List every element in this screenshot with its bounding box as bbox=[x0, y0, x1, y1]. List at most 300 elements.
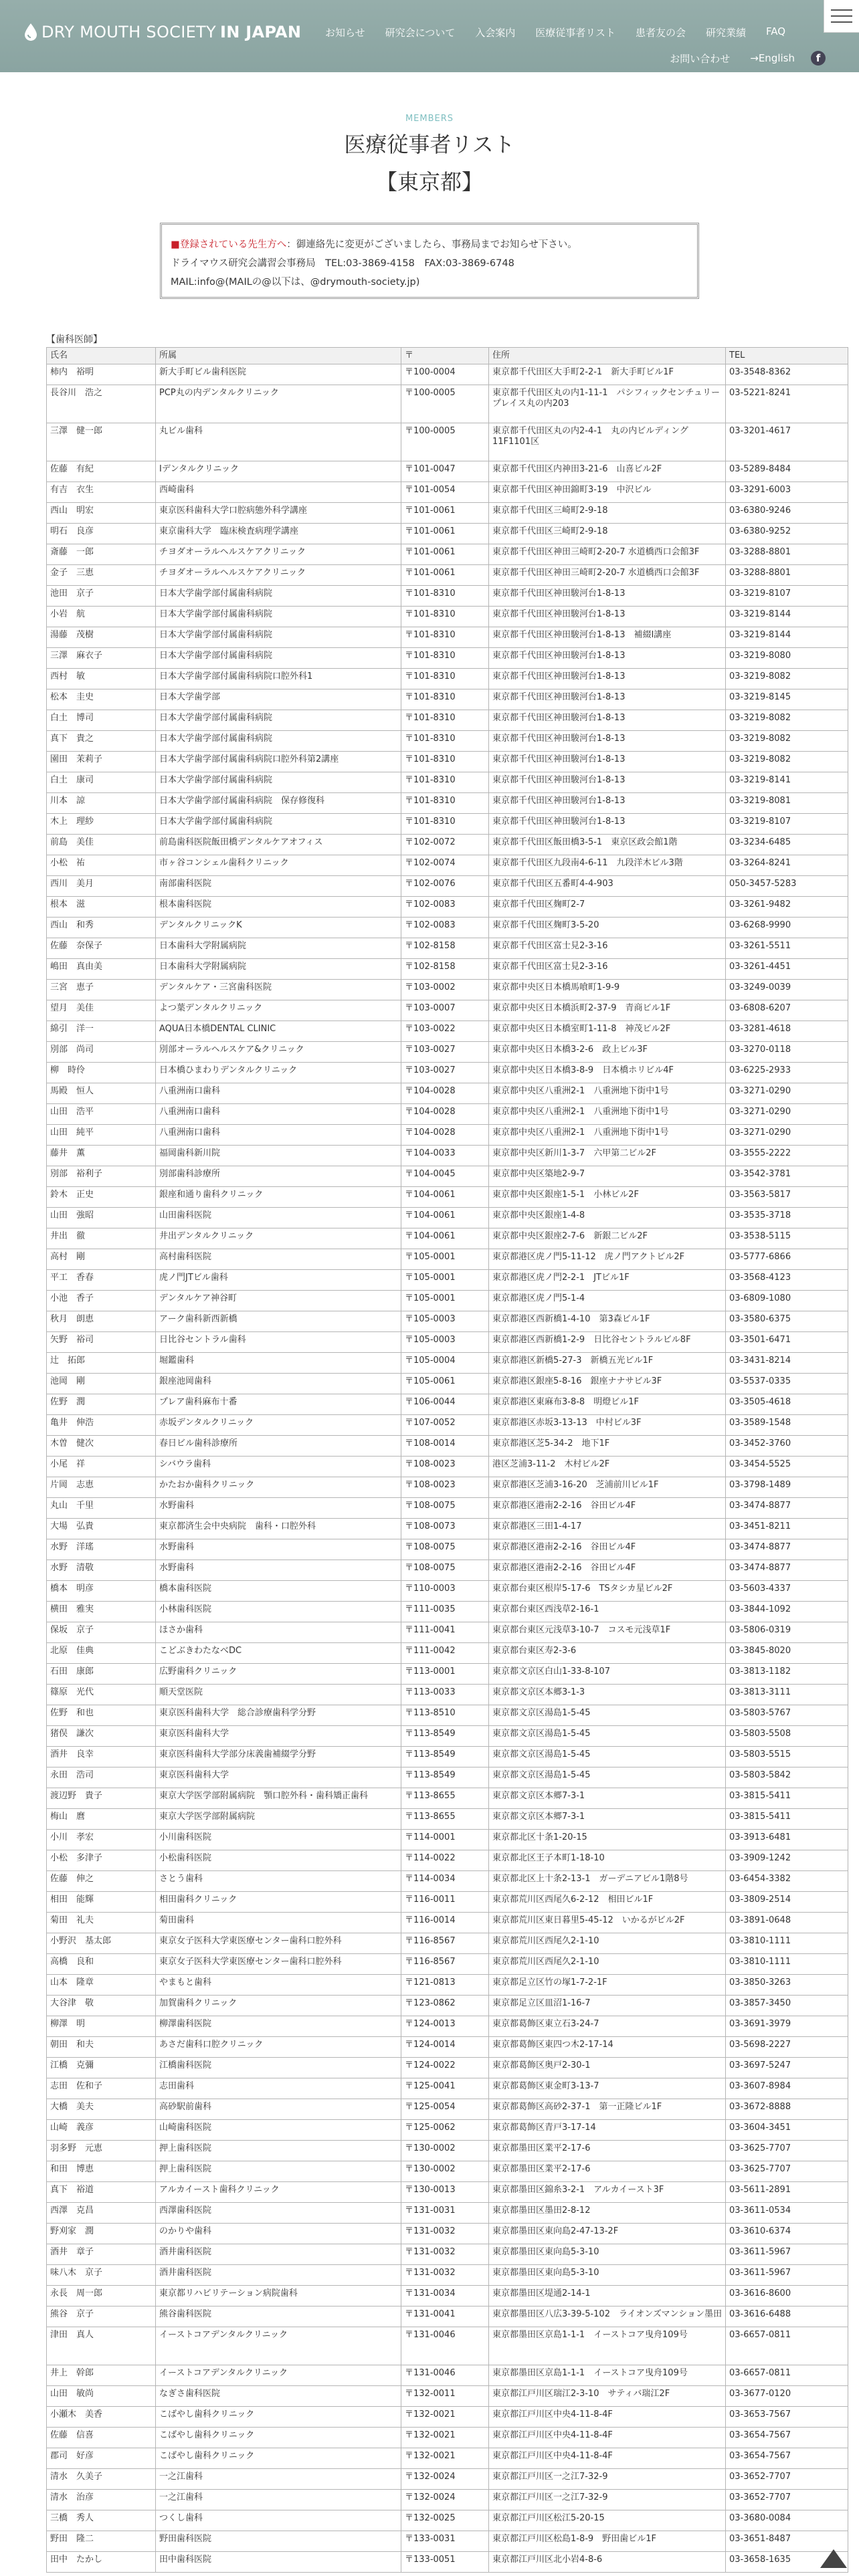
cell-tel: 03-3555-2222 bbox=[726, 1146, 848, 1166]
table-row bbox=[47, 2224, 848, 2244]
cell-zip: 〒101-0061 bbox=[401, 503, 489, 524]
cell-tel: 050-3457-5283 bbox=[726, 876, 848, 897]
table-row bbox=[47, 2327, 848, 2365]
cell-zip: 〒104-0045 bbox=[401, 1166, 489, 1187]
cell-affiliation: 一之江歯科 bbox=[156, 2490, 401, 2510]
cell-address: 東京都台東区寿2-3-6 bbox=[489, 1643, 726, 1664]
cell-zip: 〒102-8158 bbox=[401, 959, 489, 980]
cell-tel: 03-3857-3450 bbox=[726, 1996, 848, 2016]
cell-zip: 〒131-0032 bbox=[401, 2244, 489, 2265]
nav-patients-club[interactable]: 患者友の会 bbox=[635, 27, 686, 39]
cell-zip: 〒105-0001 bbox=[401, 1249, 489, 1270]
cell-address: 東京都千代田区神田駿河台1-8-13 bbox=[489, 689, 726, 710]
table-row bbox=[47, 648, 848, 669]
table-header-row bbox=[47, 348, 848, 364]
cell-zip: 〒102-0074 bbox=[401, 855, 489, 876]
cell-tel: 03-3219-8107 bbox=[726, 814, 848, 835]
cell-name: 小池 香子 bbox=[47, 1291, 156, 1311]
scroll-to-top-icon[interactable] bbox=[820, 2549, 847, 2568]
cell-tel: 03-3844-1092 bbox=[726, 1602, 848, 1622]
cell-zip: 〒111-0041 bbox=[401, 1622, 489, 1643]
cell-address: 東京都墨田区京島1-1-1 イーストコア曳舟109号 bbox=[489, 2327, 726, 2365]
cell-affiliation: 八重洲南口歯科 bbox=[156, 1104, 401, 1125]
cell-zip: 〒101-8310 bbox=[401, 648, 489, 669]
table-row bbox=[47, 2265, 848, 2286]
cell-zip: 〒105-0003 bbox=[401, 1311, 489, 1332]
cell-affiliation: 日本歯科大学附属病院 bbox=[156, 959, 401, 980]
cell-name: 野刈家 潤 bbox=[47, 2224, 156, 2244]
cell-tel: 03-3219-8141 bbox=[726, 772, 848, 793]
cell-name: 秋月 朗恵 bbox=[47, 1311, 156, 1332]
cell-affiliation: 山田歯科医院 bbox=[156, 1208, 401, 1228]
table-row bbox=[47, 385, 848, 423]
cell-address: 東京都墨田区墨田2-8-12 bbox=[489, 2203, 726, 2224]
cell-affiliation: 日本大学歯学部付属歯科病院口腔外科1 bbox=[156, 669, 401, 689]
menu-bar bbox=[831, 21, 852, 23]
cell-name: 柳澤 明 bbox=[47, 2016, 156, 2037]
cell-name: 柿内 裕明 bbox=[47, 364, 156, 385]
cell-tel: 03-3219-8144 bbox=[726, 607, 848, 627]
cell-tel: 03-3219-8145 bbox=[726, 689, 848, 710]
cell-name: 亀井 伸浩 bbox=[47, 1415, 156, 1436]
nav-contact[interactable]: お問い合わせ bbox=[670, 52, 731, 65]
cell-name: 高村 剛 bbox=[47, 1249, 156, 1270]
cell-tel: 03-3454-5525 bbox=[726, 1457, 848, 1477]
cell-name: 井出 徹 bbox=[47, 1228, 156, 1249]
table-row bbox=[47, 1519, 848, 1539]
table-row bbox=[47, 2490, 848, 2510]
cell-affiliation: 橋本歯科医院 bbox=[156, 1581, 401, 1602]
cell-tel: 03-3542-3781 bbox=[726, 1166, 848, 1187]
table-row bbox=[47, 1954, 848, 1975]
cell-name: 小川 孝宏 bbox=[47, 1830, 156, 1850]
cell-zip: 〒101-8310 bbox=[401, 814, 489, 835]
nav-membership[interactable]: 入会案内 bbox=[475, 27, 516, 39]
cell-zip: 〒113-8549 bbox=[401, 1747, 489, 1767]
cell-affiliation: 小松歯科医院 bbox=[156, 1850, 401, 1871]
cell-zip: 〒114-0034 bbox=[401, 1871, 489, 1892]
cell-tel: 03-3891-0648 bbox=[726, 1913, 848, 1933]
cell-address: 東京都北区十条1-20-15 bbox=[489, 1830, 726, 1850]
cell-tel: 03-3611-5967 bbox=[726, 2265, 848, 2286]
cell-zip: 〒132-0021 bbox=[401, 2407, 489, 2428]
cell-name: 小野沢 基太郎 bbox=[47, 1933, 156, 1954]
cell-zip: 〒105-0001 bbox=[401, 1270, 489, 1291]
table-row bbox=[47, 1602, 848, 1622]
cell-affiliation: あさだ歯科口腔クリニック bbox=[156, 2037, 401, 2058]
cell-address: 東京都港区芝5-34-2 地下1F bbox=[489, 1436, 726, 1457]
cell-name: 三澤 健一郎 bbox=[47, 423, 156, 461]
cell-name: 清水 久美子 bbox=[47, 2469, 156, 2490]
cell-address: 東京都江戸川区松江5-20-15 bbox=[489, 2510, 726, 2531]
cell-address: 東京都千代田区九段南4-6-11 九段洋木ビル3階 bbox=[489, 855, 726, 876]
cell-tel: 03-3798-1489 bbox=[726, 1477, 848, 1498]
cell-address: 東京都千代田区神田駿河台1-8-13 補綴Ⅰ講座 bbox=[489, 627, 726, 648]
cell-name: 相田 能輝 bbox=[47, 1892, 156, 1913]
cell-tel: 03-3271-0290 bbox=[726, 1083, 848, 1104]
cell-tel: 03-3219-8082 bbox=[726, 731, 848, 752]
cell-address: 東京都葛飾区東四つ木2-17-14 bbox=[489, 2037, 726, 2058]
cell-zip: 〒104-0061 bbox=[401, 1208, 489, 1228]
cell-address: 東京都江戸川区松島1-8-9 野田歯ビル1F bbox=[489, 2531, 726, 2552]
cell-affiliation: 前島歯科医院飯田橋デンタルケアオフィス bbox=[156, 835, 401, 855]
cell-affiliation: 井出デンタルクリニック bbox=[156, 1228, 401, 1249]
menu-bar bbox=[831, 9, 852, 11]
cell-zip: 〒116-8567 bbox=[401, 1954, 489, 1975]
cell-tel: 03-3261-5511 bbox=[726, 938, 848, 959]
cell-name: 西川 美月 bbox=[47, 876, 156, 897]
table-row bbox=[47, 1374, 848, 1394]
header-zip: 〒 bbox=[401, 348, 489, 364]
cell-tel: 03-3474-8877 bbox=[726, 1498, 848, 1519]
cell-address: 東京都北区上十条2-13-1 ガーデニアビル1階8号 bbox=[489, 1871, 726, 1892]
table-row bbox=[47, 1291, 848, 1311]
site-logo[interactable] bbox=[23, 23, 301, 41]
cell-tel: 03-3651-8487 bbox=[726, 2531, 848, 2552]
nav-english[interactable]: →English bbox=[750, 52, 795, 64]
cell-zip: 〒121-0813 bbox=[401, 1975, 489, 1996]
cell-name: 大谷津 敬 bbox=[47, 1996, 156, 2016]
cell-name: 池田 京子 bbox=[47, 586, 156, 607]
table-row bbox=[47, 2120, 848, 2141]
cell-address: 東京都千代田区神田駿河台1-8-13 bbox=[489, 731, 726, 752]
table-row bbox=[47, 1560, 848, 1581]
cell-zip: 〒113-8549 bbox=[401, 1726, 489, 1747]
cell-affiliation: デンタルクリニックK bbox=[156, 918, 401, 938]
cell-zip: 〒131-0041 bbox=[401, 2306, 489, 2327]
nav-news[interactable]: お知らせ bbox=[325, 27, 365, 39]
cell-name: 佐野 和也 bbox=[47, 1705, 156, 1726]
cell-name: 清水 治彦 bbox=[47, 2490, 156, 2510]
cell-tel: 03-3616-8600 bbox=[726, 2286, 848, 2306]
notice-line-2: ドライマウス研究会講習会事務局 TEL:03-3869-4158 FAX:03-3869-6748 bbox=[171, 258, 514, 269]
cell-tel: 03-3625-7707 bbox=[726, 2141, 848, 2161]
cell-zip: 〒104-0028 bbox=[401, 1104, 489, 1125]
cell-address: 港区芝浦3-11-2 木村ビル2F bbox=[489, 1457, 726, 1477]
logo-sub-text: IN JAPAN bbox=[219, 23, 302, 41]
cell-affiliation: かたおか歯科クリニック bbox=[156, 1477, 401, 1498]
cell-zip: 〒101-8310 bbox=[401, 752, 489, 772]
cell-tel: 03-3611-5967 bbox=[726, 2244, 848, 2265]
header-affiliation: 所属 bbox=[156, 348, 401, 364]
cell-affiliation: 別部歯科診療所 bbox=[156, 1166, 401, 1187]
cell-name: 山田 強昭 bbox=[47, 1208, 156, 1228]
cell-affiliation: 水野歯科 bbox=[156, 1498, 401, 1519]
cell-zip: 〒101-8310 bbox=[401, 586, 489, 607]
cell-address: 東京都江戸川区北小岩4-8-6 bbox=[489, 2552, 726, 2573]
cell-name: 白土 博司 bbox=[47, 710, 156, 731]
cell-zip: 〒101-0054 bbox=[401, 482, 489, 503]
cell-address: 東京都江戸川区中央4-11-8-4F bbox=[489, 2448, 726, 2469]
cell-zip: 〒101-8310 bbox=[401, 793, 489, 814]
cell-tel: 03-6809-1080 bbox=[726, 1291, 848, 1311]
cell-affiliation: 酒井歯科医院 bbox=[156, 2244, 401, 2265]
cell-address: 東京都千代田区神田駿河台1-8-13 bbox=[489, 772, 726, 793]
cell-tel: 03-3625-7707 bbox=[726, 2161, 848, 2182]
cell-name: 別部 尚司 bbox=[47, 1042, 156, 1063]
cell-zip: 〒125-0041 bbox=[401, 2078, 489, 2099]
cell-address: 東京都千代田区大手町2-2-1 新大手町ビル1F bbox=[489, 364, 726, 385]
cell-zip: 〒125-0054 bbox=[401, 2099, 489, 2120]
cell-tel: 03-5803-5842 bbox=[726, 1767, 848, 1788]
cell-name: 真下 貴之 bbox=[47, 731, 156, 752]
cell-address: 東京都荒川区西尾久2-1-10 bbox=[489, 1933, 726, 1954]
cell-zip: 〒124-0022 bbox=[401, 2058, 489, 2078]
cell-affiliation: 広野歯科クリニック bbox=[156, 1664, 401, 1685]
cell-zip: 〒111-0042 bbox=[401, 1643, 489, 1664]
cell-address: 東京都文京区本郷7-3-1 bbox=[489, 1809, 726, 1830]
nav-about[interactable]: 研究会について bbox=[385, 27, 456, 39]
cell-affiliation: 東京大学医学部附属病院 bbox=[156, 1809, 401, 1830]
cell-affiliation: 西崎歯科 bbox=[156, 482, 401, 503]
cell-affiliation: アーク歯科新西新橋 bbox=[156, 1311, 401, 1332]
cell-tel: 03-3653-7567 bbox=[726, 2407, 848, 2428]
cell-affiliation: 日本大学歯学部付属歯科病院 bbox=[156, 648, 401, 669]
cell-zip: 〒103-0027 bbox=[401, 1063, 489, 1083]
cell-zip: 〒102-8158 bbox=[401, 938, 489, 959]
cell-address: 東京都台東区根岸5-17-6 TSタシカ星ビル2F bbox=[489, 1581, 726, 1602]
table-row bbox=[47, 1146, 848, 1166]
table-row bbox=[47, 364, 848, 385]
cell-affiliation: 赤坂デンタルクリニック bbox=[156, 1415, 401, 1436]
cell-affiliation: シバウラ歯科 bbox=[156, 1457, 401, 1477]
cell-tel: 03-3616-6488 bbox=[726, 2306, 848, 2327]
table-row bbox=[47, 1042, 848, 1063]
cell-address: 東京都荒川区東日暮里5-45-12 いかるがビル2F bbox=[489, 1913, 726, 1933]
cell-zip: 〒124-0013 bbox=[401, 2016, 489, 2037]
cell-address: 東京都墨田区錦糸3-2-1 アルカイースト3F bbox=[489, 2182, 726, 2203]
cell-address: 東京都江戸川区一之江7-32-9 bbox=[489, 2490, 726, 2510]
cell-address: 東京都港区港南2-2-16 谷田ビル4F bbox=[489, 1498, 726, 1519]
cell-name: 井上 幹郎 bbox=[47, 2365, 156, 2386]
cell-name: 池岡 剛 bbox=[47, 1374, 156, 1394]
table-row bbox=[47, 1270, 848, 1291]
cell-name: 和田 博恵 bbox=[47, 2161, 156, 2182]
cell-zip: 〒101-0061 bbox=[401, 524, 489, 544]
table-row bbox=[47, 2182, 848, 2203]
cell-affiliation: つくし歯科 bbox=[156, 2510, 401, 2531]
cell-address: 東京都荒川区西尾久2-1-10 bbox=[489, 1954, 726, 1975]
cell-zip: 〒100-0005 bbox=[401, 423, 489, 461]
cell-address: 東京都港区芝浦3-16-20 芝浦前川ビル1F bbox=[489, 1477, 726, 1498]
cell-affiliation: 東京都リハビリテーション病院歯科 bbox=[156, 2286, 401, 2306]
cell-name: 佐藤 奈保子 bbox=[47, 938, 156, 959]
table-row bbox=[47, 897, 848, 918]
table-row bbox=[47, 1208, 848, 1228]
cell-affiliation: 日本大学歯学部 bbox=[156, 689, 401, 710]
cell-tel: 03-6808-6207 bbox=[726, 1000, 848, 1021]
cell-affiliation: 福岡歯科新川院 bbox=[156, 1146, 401, 1166]
table-row bbox=[47, 1021, 848, 1042]
cell-affiliation: 東京女子医科大学東医療センター歯科口腔外科 bbox=[156, 1954, 401, 1975]
cell-name: 有吉 衣生 bbox=[47, 482, 156, 503]
table-row bbox=[47, 814, 848, 835]
cell-affiliation: プレア歯科麻布十番 bbox=[156, 1394, 401, 1415]
cell-address: 東京都中央区八重洲2-1 八重洲地下街中1号 bbox=[489, 1125, 726, 1146]
cell-affiliation: 東京都済生会中央病院 歯科・口腔外科 bbox=[156, 1519, 401, 1539]
cell-zip: 〒105-0003 bbox=[401, 1332, 489, 1353]
cell-name: 橋本 明彦 bbox=[47, 1581, 156, 1602]
cell-affiliation: 高村歯科医院 bbox=[156, 1249, 401, 1270]
cell-address: 東京都港区虎ノ門2-2-1 JTビル1F bbox=[489, 1270, 726, 1291]
cell-tel: 03-6225-2933 bbox=[726, 1063, 848, 1083]
cell-name: 高橋 良和 bbox=[47, 1954, 156, 1975]
cell-address: 東京都足立区竹の塚1-7-2-1F bbox=[489, 1975, 726, 1996]
cell-name: 木曽 健次 bbox=[47, 1436, 156, 1457]
cell-address: 東京都港区赤坂3-13-13 中村ビル3F bbox=[489, 1415, 726, 1436]
cell-name: 大橋 美夫 bbox=[47, 2099, 156, 2120]
cell-address: 東京都千代田区三崎町2-9-18 bbox=[489, 524, 726, 544]
cell-tel: 03-3672-8888 bbox=[726, 2099, 848, 2120]
cell-tel: 03-3219-8081 bbox=[726, 793, 848, 814]
cell-tel: 03-3271-0290 bbox=[726, 1125, 848, 1146]
cell-name: 小尾 祥 bbox=[47, 1457, 156, 1477]
cell-zip: 〒116-8567 bbox=[401, 1933, 489, 1954]
facebook-icon[interactable]: f bbox=[811, 51, 826, 66]
cell-tel: 03-3270-0118 bbox=[726, 1042, 848, 1063]
table-row bbox=[47, 959, 848, 980]
table-row bbox=[47, 1415, 848, 1436]
cell-tel: 03-3501-6471 bbox=[726, 1332, 848, 1353]
cell-tel: 03-3580-6375 bbox=[726, 1311, 848, 1332]
cell-address: 東京都葛飾区東立石3-24-7 bbox=[489, 2016, 726, 2037]
cell-affiliation: 田中歯科医院 bbox=[156, 2552, 401, 2573]
cell-tel: 03-3535-3718 bbox=[726, 1208, 848, 1228]
table-row bbox=[47, 1747, 848, 1767]
cell-tel: 03-3654-7567 bbox=[726, 2448, 848, 2469]
cell-affiliation: 水野歯科 bbox=[156, 1539, 401, 1560]
cell-tel: 03-3431-8214 bbox=[726, 1353, 848, 1374]
cell-name: 川本 諒 bbox=[47, 793, 156, 814]
cell-tel: 03-3474-8877 bbox=[726, 1560, 848, 1581]
cell-zip: 〒105-0004 bbox=[401, 1353, 489, 1374]
table-row bbox=[47, 2286, 848, 2306]
nav-faq[interactable]: FAQ bbox=[766, 25, 786, 37]
cell-address: 東京都中央区八重洲2-1 八重洲地下街中1号 bbox=[489, 1104, 726, 1125]
cell-name: 渡辺野 貴子 bbox=[47, 1788, 156, 1809]
table-body bbox=[47, 364, 848, 2573]
cell-affiliation: 堀鑑歯科 bbox=[156, 1353, 401, 1374]
cell-name: 山田 浩平 bbox=[47, 1104, 156, 1125]
cell-name: 望月 美佳 bbox=[47, 1000, 156, 1021]
cell-affiliation: 日比谷セントラル歯科 bbox=[156, 1332, 401, 1353]
cell-zip: 〒101-8310 bbox=[401, 710, 489, 731]
cell-address: 東京都中央区日本橋馬喰町1-9-9 bbox=[489, 980, 726, 1000]
table-row bbox=[47, 607, 848, 627]
cell-tel: 03-3288-8801 bbox=[726, 544, 848, 565]
cell-affiliation: デンタルケア・三宮歯科医院 bbox=[156, 980, 401, 1000]
nav-research[interactable]: 研究業績 bbox=[706, 27, 747, 39]
cell-name: 西山 明宏 bbox=[47, 503, 156, 524]
cell-affiliation: やまもと歯科 bbox=[156, 1975, 401, 1996]
cell-tel: 03-3219-8082 bbox=[726, 669, 848, 689]
cell-name: 小瀬木 美香 bbox=[47, 2407, 156, 2428]
cell-name: 梅山 麿 bbox=[47, 1809, 156, 1830]
cell-name: 石田 康郎 bbox=[47, 1664, 156, 1685]
cell-name: 西澤 克昌 bbox=[47, 2203, 156, 2224]
table-row bbox=[47, 461, 848, 482]
cell-name: 白土 康司 bbox=[47, 772, 156, 793]
cell-tel: 03-3589-1548 bbox=[726, 1415, 848, 1436]
cell-tel: 03-3610-6374 bbox=[726, 2224, 848, 2244]
cell-affiliation: 東京医科歯科大学口腔病態外科学講座 bbox=[156, 503, 401, 524]
cell-address: 東京都文京区湯島1-5-45 bbox=[489, 1726, 726, 1747]
cell-address: 東京都千代田区神田駿河台1-8-13 bbox=[489, 710, 726, 731]
cell-tel: 03-3815-5411 bbox=[726, 1809, 848, 1830]
cell-affiliation: 江橋歯科医院 bbox=[156, 2058, 401, 2078]
cell-name: 小岩 航 bbox=[47, 607, 156, 627]
table-row bbox=[47, 2161, 848, 2182]
cell-address: 東京都中央区築地2-9-7 bbox=[489, 1166, 726, 1187]
table-row bbox=[47, 918, 848, 938]
cell-address: 東京都千代田区神田三崎町2-20-7 水道橋西口会館3F bbox=[489, 565, 726, 586]
header-address: 住所 bbox=[489, 348, 726, 364]
table-row bbox=[47, 669, 848, 689]
cell-address: 東京都墨田区業平2-17-6 bbox=[489, 2161, 726, 2182]
table-row bbox=[47, 1581, 848, 1602]
cell-affiliation: 日本大学歯学部付属歯科病院 bbox=[156, 607, 401, 627]
cell-tel: 03-3271-0290 bbox=[726, 1104, 848, 1125]
cell-affiliation: アルカイースト歯科クリニック bbox=[156, 2182, 401, 2203]
table-row bbox=[47, 2448, 848, 2469]
cell-tel: 03-3604-3451 bbox=[726, 2120, 848, 2141]
cell-tel: 03-3658-1635 bbox=[726, 2552, 848, 2573]
cell-zip: 〒131-0034 bbox=[401, 2286, 489, 2306]
notice-box bbox=[160, 223, 699, 299]
table-row bbox=[47, 855, 848, 876]
cell-zip: 〒108-0014 bbox=[401, 1436, 489, 1457]
cell-name: 西山 和秀 bbox=[47, 918, 156, 938]
cell-tel: 03-3677-0120 bbox=[726, 2386, 848, 2407]
cell-address: 東京都千代田区神田駿河台1-8-13 bbox=[489, 607, 726, 627]
cell-affiliation: 銀座和通り歯科クリニック bbox=[156, 1187, 401, 1208]
cell-tel: 03-3810-1111 bbox=[726, 1933, 848, 1954]
table-row bbox=[47, 2099, 848, 2120]
cell-affiliation: 日本大学歯学部付属歯科病院 bbox=[156, 731, 401, 752]
cell-address: 東京都足立区皿沼1-16-7 bbox=[489, 1996, 726, 2016]
cell-zip: 〒104-0028 bbox=[401, 1125, 489, 1146]
cell-address: 東京都北区王子本町1-18-10 bbox=[489, 1850, 726, 1871]
cell-tel: 03-3913-6481 bbox=[726, 1830, 848, 1850]
cell-tel: 03-5603-4337 bbox=[726, 1581, 848, 1602]
cell-name: 嶋田 真由美 bbox=[47, 959, 156, 980]
cell-zip: 〒114-0001 bbox=[401, 1830, 489, 1850]
cell-address: 東京都千代田区神田駿河台1-8-13 bbox=[489, 586, 726, 607]
cell-affiliation: デンタルケア神谷町 bbox=[156, 1291, 401, 1311]
cell-address: 東京都中央区日本橋浜町2-37-9 青商ビル1F bbox=[489, 1000, 726, 1021]
cell-name: 永田 浩司 bbox=[47, 1767, 156, 1788]
cell-name: 佐藤 信喜 bbox=[47, 2428, 156, 2448]
cell-tel: 03-3691-3979 bbox=[726, 2016, 848, 2037]
cell-address: 東京都文京区白山1-33-8-107 bbox=[489, 1664, 726, 1685]
cell-affiliation: 相田歯科クリニック bbox=[156, 1892, 401, 1913]
hamburger-menu-button[interactable] bbox=[824, 0, 859, 33]
cell-zip: 〒132-0011 bbox=[401, 2386, 489, 2407]
cell-affiliation: 順天堂医院 bbox=[156, 1685, 401, 1705]
cell-tel: 03-3607-8984 bbox=[726, 2078, 848, 2099]
cell-affiliation: チヨダオーラルヘルスケアクリニック bbox=[156, 544, 401, 565]
table-row bbox=[47, 876, 848, 897]
cell-address: 東京都港区虎ノ門5-11-12 虎ノ門アクトビル2F bbox=[489, 1249, 726, 1270]
cell-name: 柳 時伶 bbox=[47, 1063, 156, 1083]
cell-address: 東京都江戸川区一之江7-32-9 bbox=[489, 2469, 726, 2490]
cell-zip: 〒113-0033 bbox=[401, 1685, 489, 1705]
cell-name: 田中 たかし bbox=[47, 2552, 156, 2573]
cell-tel: 03-3654-7567 bbox=[726, 2428, 848, 2448]
cell-name: 馬殿 恒人 bbox=[47, 1083, 156, 1104]
table-row bbox=[47, 1643, 848, 1664]
nav-medical-list[interactable]: 医療従事者リスト bbox=[535, 27, 615, 39]
